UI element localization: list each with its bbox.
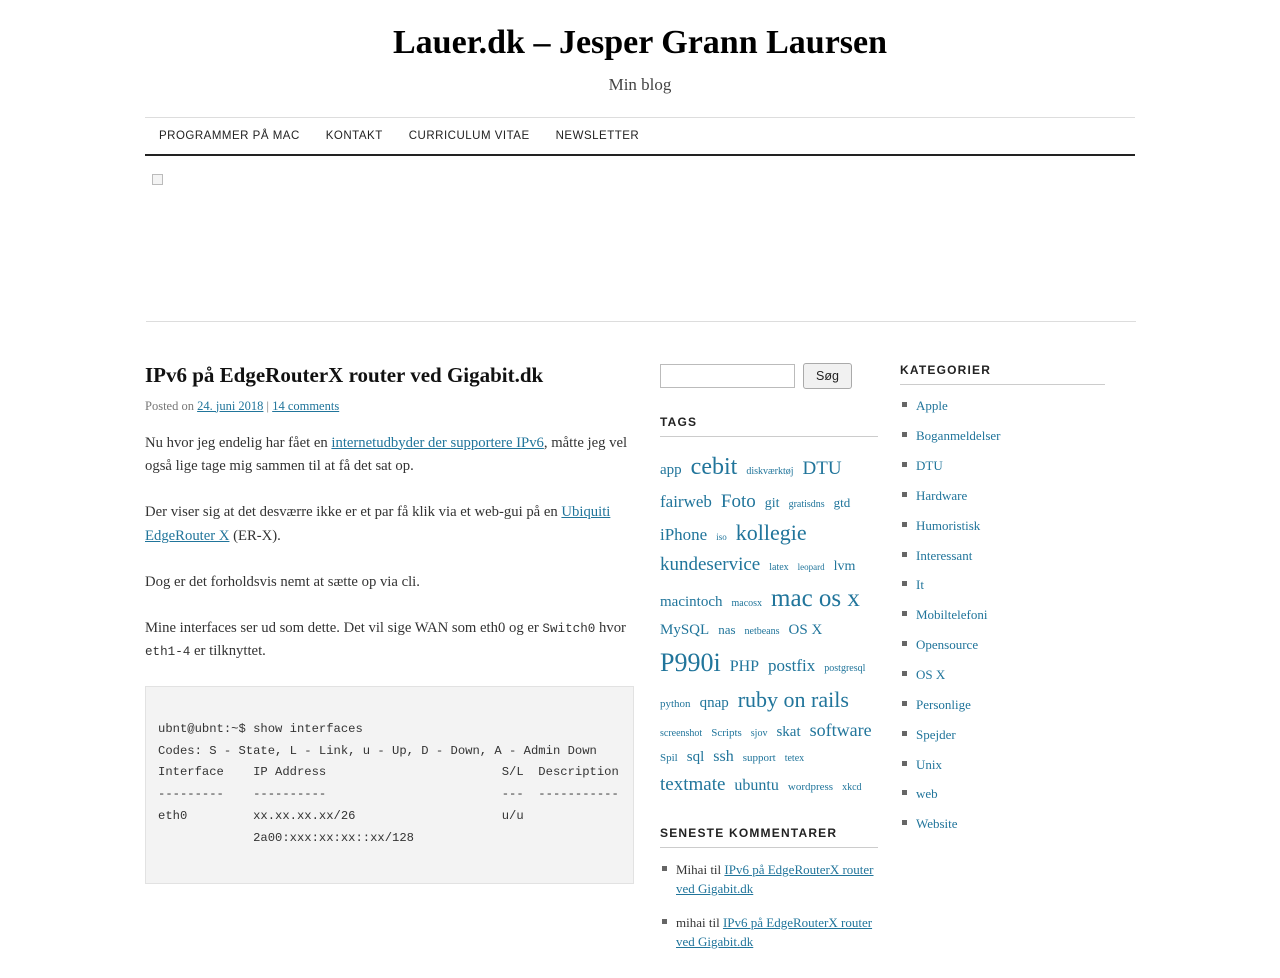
p4-text-after: er tilknyttet. <box>190 643 266 660</box>
comment-author: Mihai <box>676 861 708 877</box>
recent-comments-list <box>660 860 878 952</box>
list-item <box>900 815 1105 834</box>
tag-link[interactable]: postgresql <box>824 663 866 675</box>
category-link[interactable]: Unix <box>916 756 942 772</box>
site-header <box>0 0 1280 95</box>
category-link[interactable]: It <box>916 577 924 593</box>
list-item <box>900 726 1105 745</box>
nav-item-programmer-pa-mac[interactable]: PROGRAMMER PÅ MAC <box>159 130 300 143</box>
post-paragraph-4 <box>145 617 634 665</box>
p4-text-before: Mine interfaces ser ud som dette. Det vil sige WAN som eth0 og er <box>145 619 543 636</box>
nav-item-curriculum-vitae[interactable]: CURRICULUM VITAE <box>408 130 530 143</box>
comment-post-link[interactable]: IPv6 på EdgeRouterX router ved Gigabit.dk <box>676 861 874 897</box>
list-item <box>900 517 1105 536</box>
list-item <box>900 696 1105 715</box>
post-paragraph-2 <box>145 501 634 549</box>
list-item <box>900 547 1105 566</box>
tag-link[interactable]: qnap <box>699 695 729 712</box>
terminal-code-block <box>145 686 634 884</box>
tag-link[interactable]: python <box>660 698 691 711</box>
list-item <box>900 785 1105 804</box>
nav-list <box>145 118 1135 154</box>
tag-link[interactable]: sql <box>686 749 705 766</box>
search-button[interactable]: Søg <box>803 363 852 389</box>
p4-inline-code-switch0: Switch0 <box>542 621 596 636</box>
code-line: Codes: S - State, L - Link, u - Up, D - Down, A - Admin Down <box>158 743 597 758</box>
tag-link[interactable]: xkcd <box>842 782 862 794</box>
banner-divider <box>146 170 1136 322</box>
tag-link[interactable]: Spil <box>660 752 678 765</box>
tag-link[interactable]: netbeans <box>744 626 780 638</box>
post-paragraph-3: Dog er det forholdsvis nemt at sætte op via cli. <box>145 573 420 590</box>
tag-link[interactable]: kollegie <box>735 520 807 546</box>
category-link[interactable]: Mobiltelefoni <box>916 607 988 623</box>
tag-link[interactable]: gtd <box>833 494 851 510</box>
recent-comments-title: SENESTE KOMMENTARER <box>660 826 878 848</box>
tag-link[interactable]: app <box>660 462 682 479</box>
header-banner-image <box>145 169 1135 339</box>
tag-link[interactable]: ruby on rails <box>737 687 849 713</box>
category-link[interactable]: Apple <box>916 398 948 414</box>
tag-link[interactable]: lvm <box>833 559 856 575</box>
post-meta-separator: | <box>266 398 270 413</box>
tag-link[interactable]: Foto <box>720 490 756 512</box>
tag-link[interactable]: PHP <box>729 658 760 676</box>
tag-link[interactable]: textmate <box>660 774 726 796</box>
tag-cloud <box>660 449 878 799</box>
tags-widget <box>660 415 878 799</box>
list-item <box>900 457 1105 476</box>
list-item <box>900 666 1105 685</box>
tag-link[interactable]: macosx <box>731 597 763 609</box>
list-item <box>900 427 1105 446</box>
category-link[interactable]: DTU <box>916 458 943 474</box>
tag-link[interactable]: nas <box>718 622 736 638</box>
categories-list <box>900 397 1105 834</box>
main-column <box>145 363 660 884</box>
p1-text-before: Nu hvor jeg endelig har fået en <box>145 434 332 451</box>
sidebar-column <box>660 363 900 977</box>
categories-widget <box>900 363 1105 834</box>
tag-link[interactable]: tetex <box>784 753 805 765</box>
code-line: 2a00:xxx:xx:xx::xx/128 <box>158 830 414 845</box>
tag-link[interactable]: git <box>764 495 780 511</box>
category-link[interactable]: Boganmeldelser <box>916 428 1001 444</box>
tag-link[interactable]: kundeservice <box>660 554 761 576</box>
p2-text-before: Der viser sig at det desværre ikke er et par få klik via et web-gui på en <box>145 504 562 521</box>
nav-item-kontakt[interactable]: KONTAKT <box>325 130 383 143</box>
tag-link[interactable]: latex <box>769 562 789 574</box>
tag-link[interactable]: postfix <box>768 656 816 676</box>
tag-link[interactable]: diskværktøj <box>746 466 794 478</box>
tag-link[interactable]: Scripts <box>711 727 742 740</box>
category-link[interactable]: Hardware <box>916 487 968 503</box>
code-line: --------- ---------- --- ----------- <box>158 787 619 802</box>
category-link[interactable]: Personlige <box>916 696 971 712</box>
tag-link[interactable]: OS X <box>788 622 823 639</box>
tag-link[interactable]: cebit <box>690 454 738 481</box>
post-meta-posted-on: Posted on <box>145 398 194 413</box>
tag-link[interactable]: sjov <box>750 728 768 740</box>
category-link[interactable]: OS X <box>916 666 946 682</box>
tag-link[interactable]: wordpress <box>787 781 834 794</box>
category-link[interactable]: Humoristisk <box>916 517 981 533</box>
comment-connector: til <box>705 914 723 930</box>
tag-link[interactable]: iPhone <box>660 525 708 545</box>
categories-widget-title: KATEGORIER <box>900 363 1105 385</box>
comment-post-link[interactable]: IPv6 på EdgeRouterX router ved Gigabit.dk <box>676 914 873 950</box>
tag-link[interactable]: software <box>809 720 872 741</box>
category-link[interactable]: Opensource <box>916 637 979 653</box>
site-description: Min blog <box>608 75 672 95</box>
primary-navigation <box>145 117 1135 156</box>
tags-widget-title: TAGS <box>660 415 878 437</box>
list-item <box>900 487 1105 506</box>
p1-text-after: , måtte jeg vel også lige tage mig sammen til at få det sat op. <box>145 434 628 475</box>
tag-link[interactable]: DTU <box>802 458 842 480</box>
category-link[interactable]: Interessant <box>916 547 973 563</box>
list-item <box>900 576 1105 595</box>
category-link[interactable]: Spejder <box>916 726 956 742</box>
category-link[interactable]: Website <box>916 816 958 832</box>
categories-column <box>900 363 1105 860</box>
tag-link[interactable]: mac os x <box>771 584 860 612</box>
content-area <box>145 339 1135 977</box>
tag-link[interactable]: screenshot <box>660 728 703 740</box>
tag-link[interactable]: ssh <box>713 748 734 766</box>
tag-link[interactable]: macintoch <box>660 593 723 610</box>
p1-link-ipv6-isp[interactable]: internetudbyder der supportere IPv6 <box>331 434 544 451</box>
post-meta <box>145 399 634 414</box>
list-item <box>900 606 1105 625</box>
code-line: Interface IP Address S/L Description <box>158 765 619 780</box>
p2-text-after: (ER-X). <box>229 528 281 545</box>
p2-link-edgerouter-x[interactable]: Ubiquiti EdgeRouter X <box>145 504 611 545</box>
broken-image-icon <box>152 174 163 185</box>
tag-link[interactable]: MySQL <box>660 622 710 639</box>
tag-link[interactable]: iso <box>716 532 727 543</box>
p4-text-mid: hvor <box>595 619 626 636</box>
code-line: eth0 xx.xx.xx.xx/26 u/u <box>158 808 524 823</box>
tag-link[interactable]: leopard <box>797 562 825 573</box>
tag-link[interactable]: skat <box>776 724 801 741</box>
recent-comments-widget <box>660 826 878 952</box>
tag-link[interactable]: fairweb <box>660 491 712 511</box>
post-paragraph-1 <box>145 432 634 480</box>
category-link[interactable]: web <box>916 786 938 802</box>
tag-link[interactable]: ubuntu <box>734 777 779 795</box>
comment-connector: til <box>707 861 725 877</box>
search-form <box>660 363 878 389</box>
list-item <box>900 397 1105 416</box>
search-input[interactable] <box>660 364 795 388</box>
nav-item-newsletter[interactable]: NEWSLETTER <box>555 130 640 143</box>
post-title: IPv6 på EdgeRouterX router ved Gigabit.dk <box>145 363 544 388</box>
tag-link[interactable]: gratisdns <box>788 498 825 510</box>
tag-link[interactable]: P990i <box>660 648 721 678</box>
comment-author: mihai <box>676 914 706 930</box>
site-title: Lauer.dk – Jesper Grann Laursen <box>392 24 888 61</box>
list-item <box>660 860 878 899</box>
list-item <box>900 756 1105 775</box>
tag-link[interactable]: support <box>742 752 776 765</box>
p4-inline-code-eth14: eth1-4 <box>145 645 191 660</box>
list-item <box>900 636 1105 655</box>
post-date-link[interactable]: 24. juni 2018 <box>197 398 264 413</box>
list-item <box>660 913 878 952</box>
post-comments-link[interactable]: 14 comments <box>272 398 340 413</box>
code-line: ubnt@ubnt:~$ show interfaces <box>158 721 363 736</box>
